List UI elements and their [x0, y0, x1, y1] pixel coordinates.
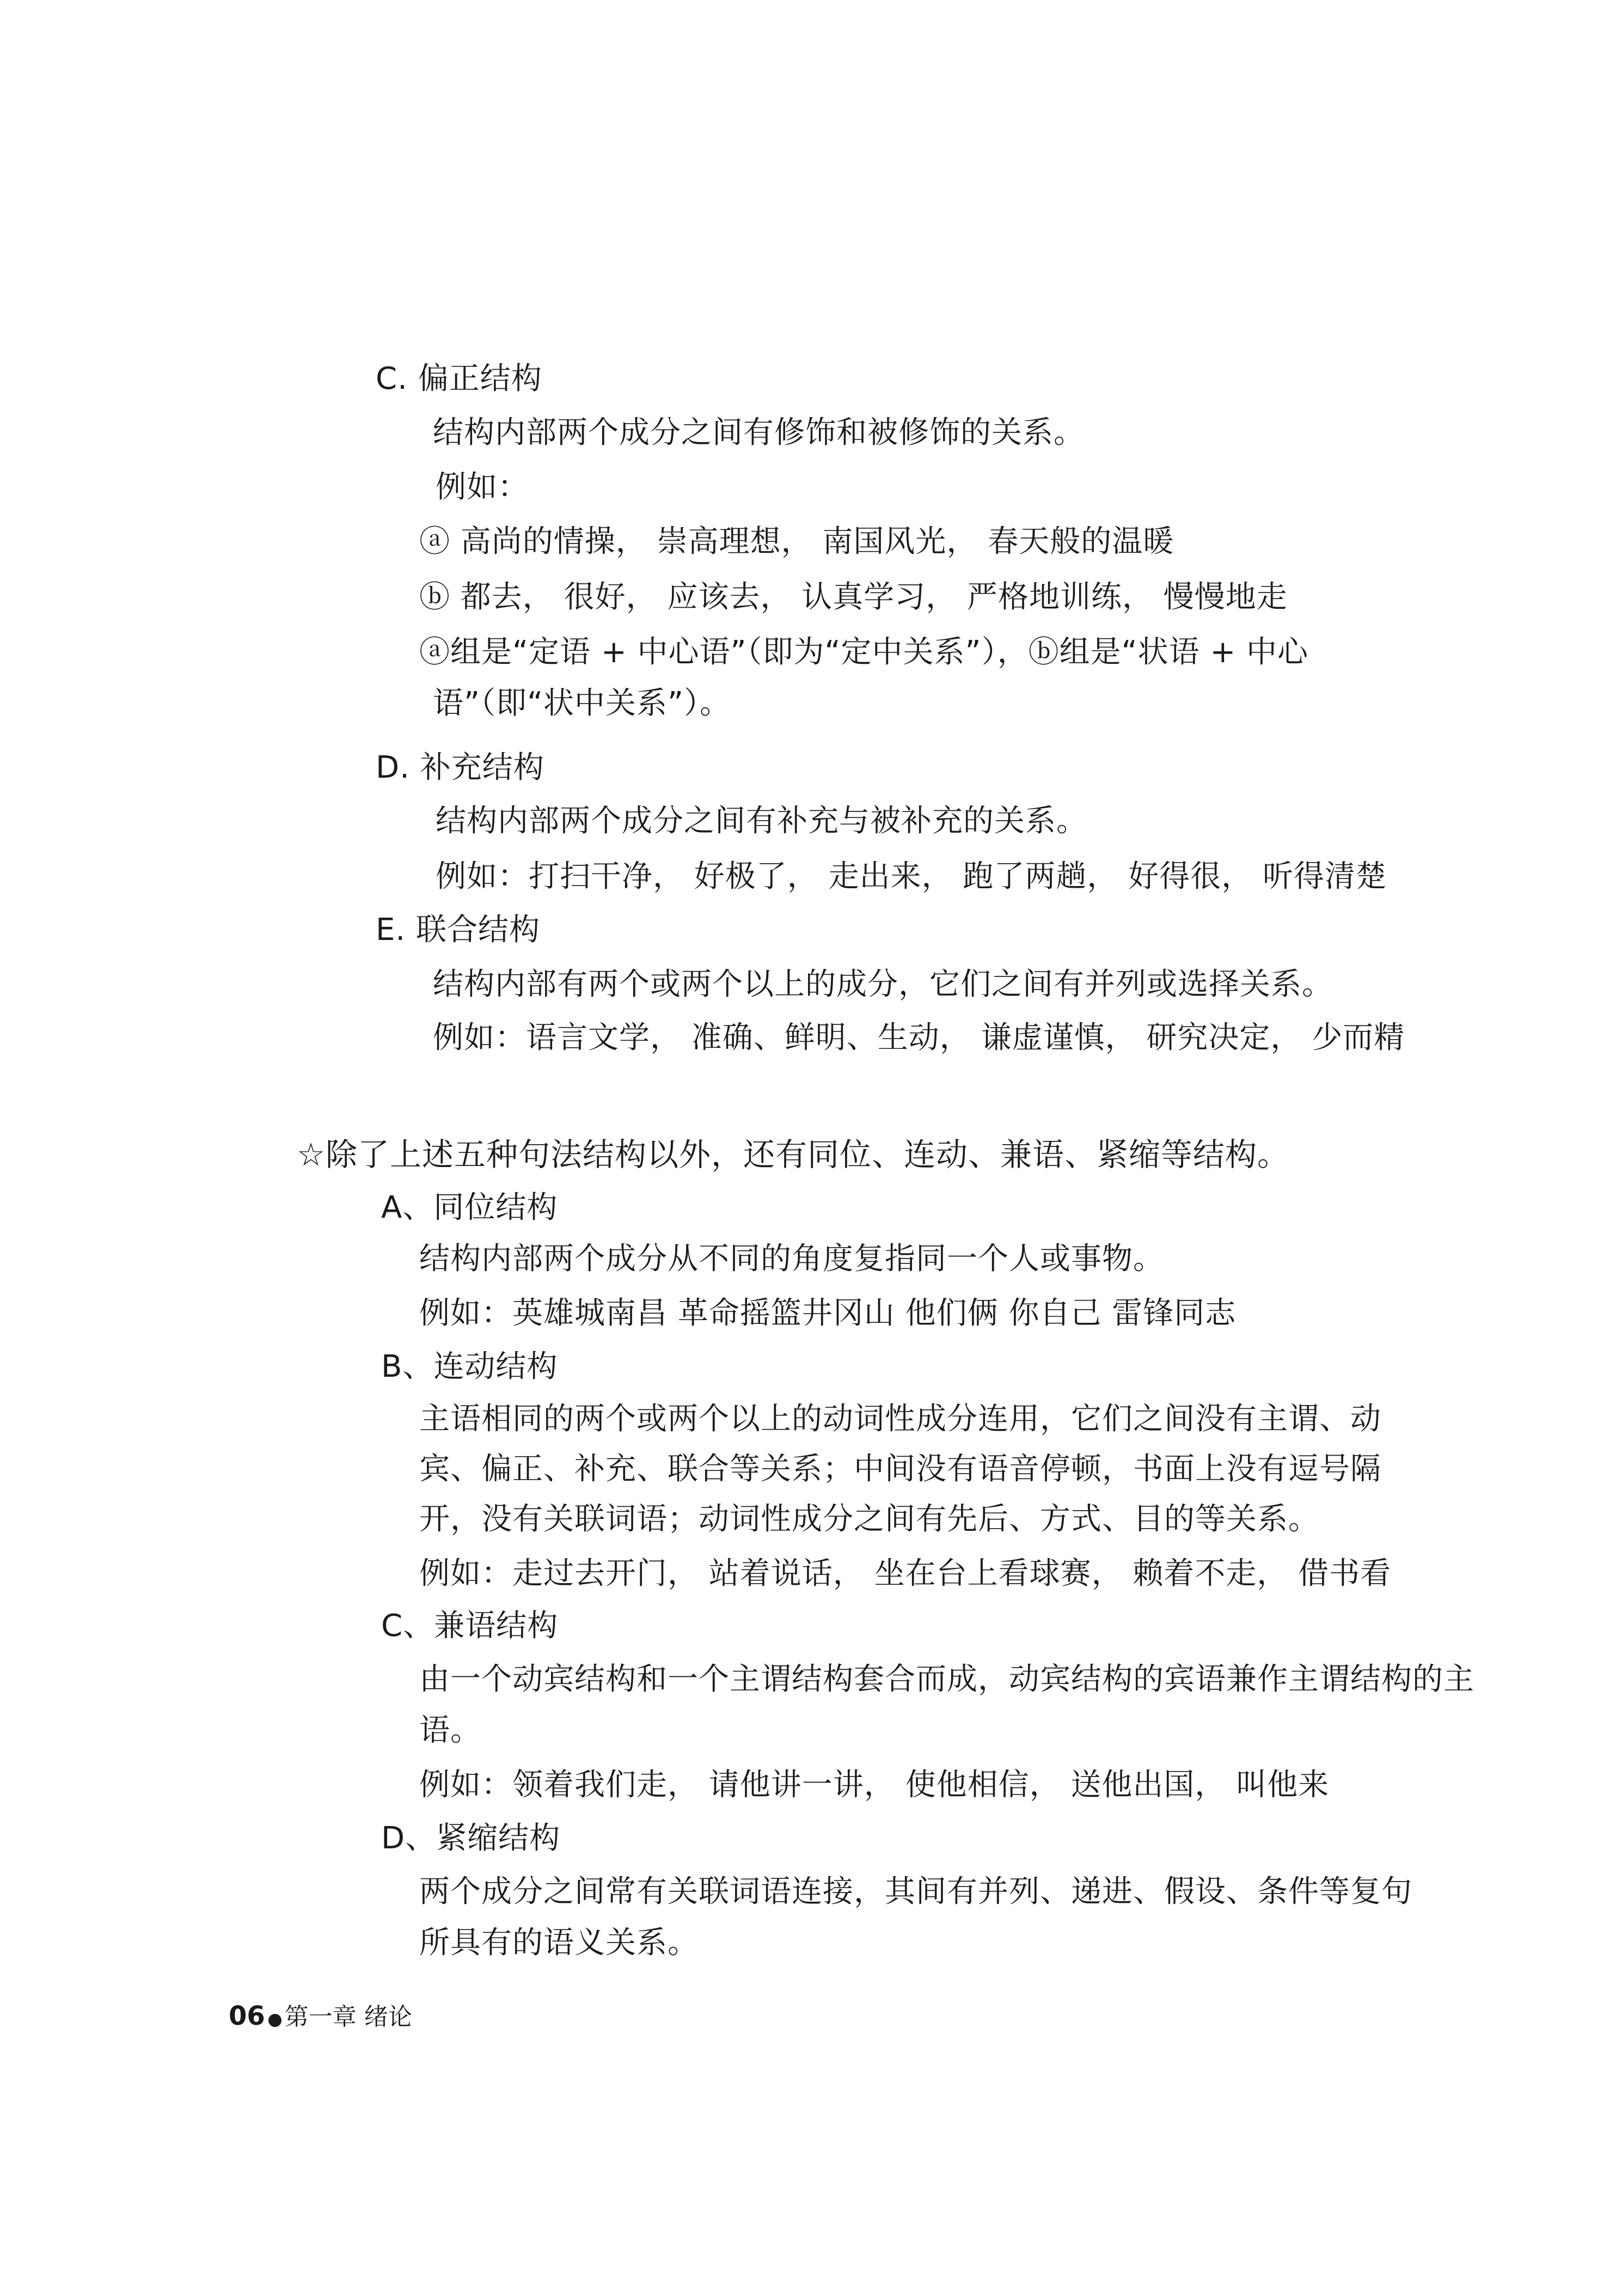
section-d-description: 结构内部两个成分之间有补充与被补充的关系。	[436, 803, 1087, 839]
extra-b-example: 例如：走过去开门， 站着说话， 坐在台上看球赛， 赖着不走， 借书看	[419, 1556, 1392, 1591]
section-d-title: D. 补充结构	[376, 750, 544, 785]
section-c-note-line1: ⓐ组是“定语 + 中心语”（即为“定中关系”），ⓑ组是“状语 + 中心	[419, 634, 1309, 670]
extra-b-description-line3: 开，没有关联词语；动词性成分之间有先后、方式、目的等关系。	[419, 1501, 1319, 1537]
page-footer	[229, 2000, 412, 2038]
section-c-note-line2: 语”（即“状中关系”）。	[433, 686, 731, 721]
extra-c-description-line1: 由一个动宾结构和一个主谓结构套合而成，动宾结构的宾语兼作主谓结构的主	[419, 1662, 1474, 1697]
page-number: 06	[229, 2001, 265, 2031]
section-e-description: 结构内部有两个或两个以上的成分，它们之间有并列或选择关系。	[433, 967, 1333, 1002]
extra-a-description: 结构内部两个成分从不同的角度复指同一个人或事物。	[419, 1241, 1164, 1277]
extra-b-description-line2: 宾、偏正、补充、联合等关系；中间没有语音停顿，书面上没有逗号隔	[419, 1451, 1381, 1487]
extra-d-description-line2: 所具有的语义关系。	[419, 1925, 699, 1961]
section-d-example: 例如：打扫干净， 好极了， 走出来， 跑了两趟， 好得很， 听得清楚	[436, 859, 1387, 894]
extra-c-title: C、兼语结构	[381, 1608, 559, 1644]
extra-structures-intro: ☆除了上述五种句法结构以外，还有同位、连动、兼语、紧缩等结构。	[297, 1136, 1289, 1173]
section-c-example-b: ⓑ 都去， 很好， 应该去， 认真学习， 严格地训练， 慢慢地走	[419, 579, 1288, 615]
extra-d-title: D、紧缩结构	[381, 1821, 561, 1856]
extra-a-title: A、同位结构	[381, 1190, 558, 1225]
section-c-example-a: ⓐ 高尚的情操， 崇高理想， 南国风光， 春天般的温暖	[419, 524, 1174, 559]
bullet-dot-icon	[268, 2014, 281, 2027]
extra-c-description-line2: 语。	[419, 1713, 481, 1748]
section-c-example-label: 例如：	[436, 469, 529, 505]
chapter-title: 第一章 绪论	[284, 2003, 412, 2031]
section-c-title: C. 偏正结构	[376, 361, 542, 396]
extra-d-description-line1: 两个成分之间常有关联词语连接，其间有并列、递进、假设、条件等复句	[419, 1874, 1412, 1909]
extra-a-example: 例如：英雄城南昌 革命摇篮井冈山 他们俩 你自己 雷锋同志	[419, 1296, 1237, 1331]
extra-b-title: B、连动结构	[381, 1349, 558, 1384]
section-e-example: 例如：语言文学， 准确、鲜明、生动， 谦虚谨慎， 研究决定， 少而精	[433, 1020, 1405, 1055]
extra-c-example: 例如：领着我们走， 请他讲一讲， 使他相信， 送他出国， 叫他来	[419, 1767, 1330, 1803]
section-e-title: E. 联合结构	[376, 912, 540, 948]
extra-b-description-line1: 主语相同的两个或两个以上的动词性成分连用，它们之间没有主谓、动	[419, 1401, 1381, 1437]
section-c-description: 结构内部两个成分之间有修饰和被修饰的关系。	[433, 415, 1085, 450]
